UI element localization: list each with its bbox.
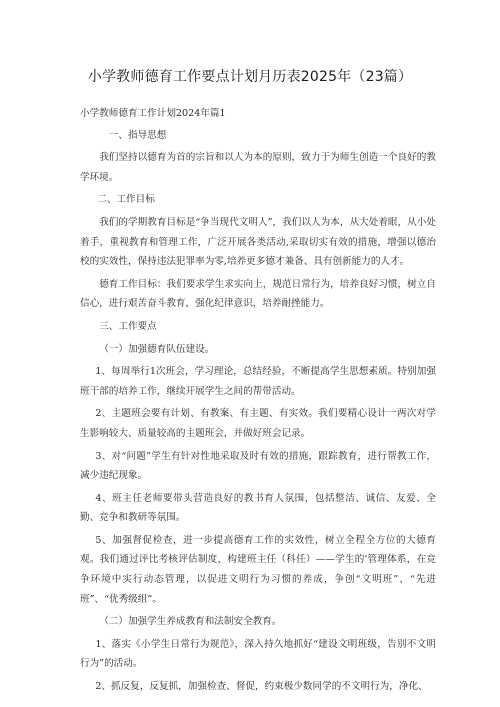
list-item: 3、对“问题”学生有针对性地采取及时有效的措施，跟踪教育，进行帮教工作，减少违纪现象。 <box>80 450 436 482</box>
document-subtitle: 小学教师德育工作计划2024年篇1 <box>80 108 226 119</box>
document-body <box>80 104 436 700</box>
list-item: 1、每周举行1次班会，学习理论，总结经验，不断提高学生思想素质。特别加强班干部的培养工作，继续开展学生之间的帮带活动。 <box>80 366 436 397</box>
paragraph-work-goals-2: 德育工作目标：我们要求学生求实向上，规范日常行为，培养良好习惯，树立自信心，进行艰苦奋斗教育，强化纪律意识，培养耐挫能力。 <box>80 278 436 310</box>
paragraph-work-goals-1: 我们的学期教育目标是“争当现代文明人”，我们以人为本，从大处着眼，从小处着手，重视教育和管理工作，广泛开展各类活动,采取切实有效的措施，增强以德治校的实效性，保持违法犯罪率为零,培养更多德才兼备、具有创新能力的人才。 <box>80 216 436 268</box>
section-heading-work-goals: 二、工作目标 <box>97 194 155 206</box>
list-item: 1、落实《小学生日常行为规范》，深入持久地抓好“建设文明班级，告别不文明行为”的活动。 <box>80 638 436 670</box>
subsection-heading-habit-education: （二）加强学生养成教育和法制安全教育。 <box>99 616 282 628</box>
subsection-heading-team-building: （一）加强德育队伍建设。 <box>99 343 215 355</box>
section-heading-work-points: 三、工作要点 <box>99 320 157 332</box>
list-item: 5、加强督促检查，进一步提高德育工作的实效性，树立全程全方位的大德育观。我们通过评比考核评估制度，构建班主任（科任）——学生的'管理体系，在竞争环境中实行动态管理，以促进文明行为习惯的养成，争创“文明班”、“先进班”、“优秀级组”。 <box>80 534 436 605</box>
list-item: 2、抓反复，反复抓，加强检查、督促，约束极少数同学的不文明行为，净化、 <box>95 681 428 693</box>
list-item: 2、主题班会要有计划、有教案、有主题、有实效。我们要精心设计一两次对学生影响较大、质量较高的主题班会，并做好班会记录。 <box>80 408 436 439</box>
list-item: 4、班主任老师要带头营造良好的教书育人氛围，包括整洁、诚信、友爱、全勤、竞争和教研等氛围。 <box>80 492 436 524</box>
document-title: 小学教师德育工作要点计划月历表2025年（23篇） <box>87 69 413 85</box>
paragraph-guiding-ideology: 我们坚持以德育为首的宗旨和以人为本的原则，致力于为师生创造一个良好的教学环境。 <box>80 152 436 183</box>
section-heading-guiding-ideology: 一、指导思想 <box>108 129 167 141</box>
